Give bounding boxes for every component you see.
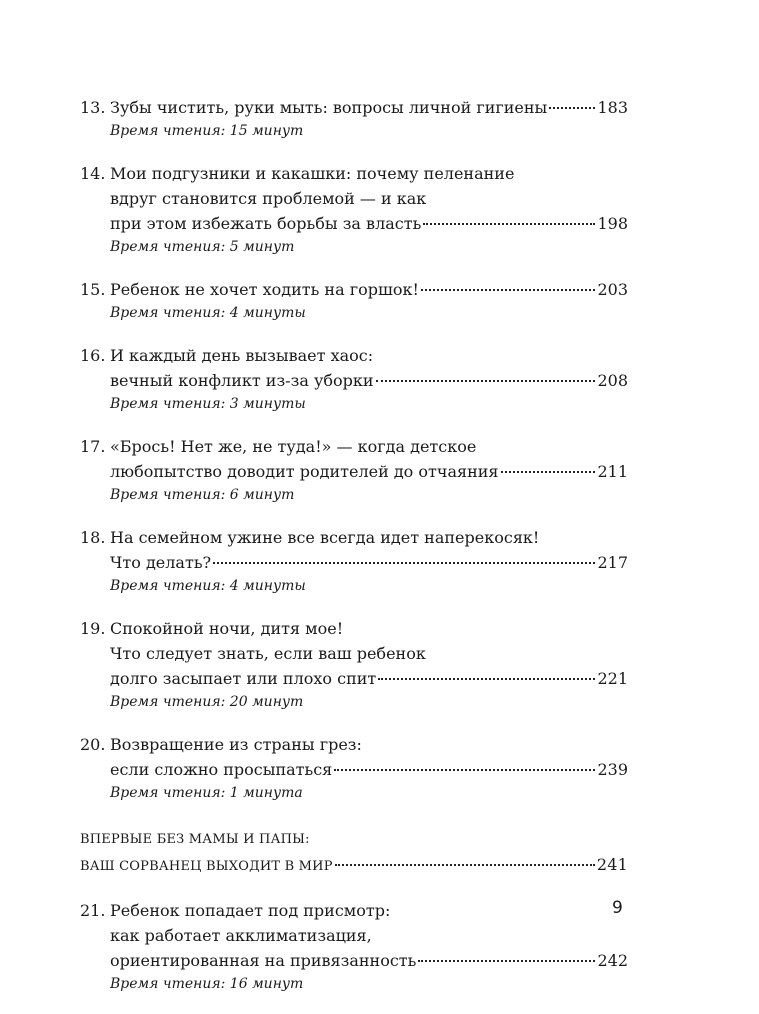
entry-page: 203 xyxy=(597,280,628,299)
toc-line xyxy=(80,923,628,948)
toc-entry-21 xyxy=(80,898,628,995)
entry-title-cont: вечный конфликт из-за уборки xyxy=(110,371,374,390)
entry-page: 211 xyxy=(597,462,628,481)
entry-title: «Брось! Нет же, не туда!» — когда детское xyxy=(110,437,477,456)
toc-line xyxy=(80,641,628,666)
entry-title: Ребенок не хочет ходить на горшок! xyxy=(110,280,419,299)
dot-leader xyxy=(418,960,595,962)
entry-number: 19. xyxy=(80,619,106,638)
reading-time: Время чтения: 15 минут xyxy=(110,123,304,139)
toc-line xyxy=(80,852,628,879)
dot-leader xyxy=(335,864,595,866)
toc-line xyxy=(80,732,628,757)
part-page: 241 xyxy=(596,855,628,874)
entry-number: 17. xyxy=(80,437,106,456)
toc-line xyxy=(80,550,628,575)
table-of-contents xyxy=(80,95,628,1014)
dot-leader xyxy=(501,471,596,473)
toc-entry-19 xyxy=(80,616,628,713)
entry-number: 14. xyxy=(80,164,106,183)
toc-line xyxy=(80,666,628,691)
dot-leader xyxy=(213,562,595,564)
entry-title: Возвращение из страны грез: xyxy=(110,735,362,754)
toc-line xyxy=(80,616,628,641)
entry-title-cont: ориентированная на привязанность xyxy=(110,951,417,970)
page-number: 9 xyxy=(612,898,623,918)
entry-number: 18. xyxy=(80,528,106,547)
entry-title-cont: любопытство доводит родителей до отчаяния xyxy=(110,462,499,481)
entry-number: 20. xyxy=(80,735,106,754)
entry-title: Спокойной ночи, дитя мое! xyxy=(110,619,344,638)
toc-line xyxy=(80,757,628,782)
reading-time: Время чтения: 20 минут xyxy=(110,694,304,710)
reading-time: Время чтения: 1 минута xyxy=(110,785,303,801)
entry-title: Зубы чистить, руки мыть: вопросы личной гигиены xyxy=(110,98,548,117)
reading-time: Время чтения: 3 минуты xyxy=(110,396,306,412)
reading-time: Время чтения: 4 минуты xyxy=(110,578,306,594)
entry-title-cont: как работает акклиматизация, xyxy=(110,926,372,945)
toc-line xyxy=(80,95,628,120)
toc-entry-14 xyxy=(80,161,628,258)
toc-line xyxy=(80,343,628,368)
toc-line xyxy=(80,186,628,211)
entry-page: 221 xyxy=(597,669,628,688)
entry-page: 183 xyxy=(597,98,628,117)
entry-title-cont: при этом избежать борьбы за власть xyxy=(110,214,422,233)
entry-title-cont: вдруг становится проблемой — и как xyxy=(110,189,427,208)
toc-line xyxy=(80,368,628,393)
entry-number: 13. xyxy=(80,98,106,117)
entry-page: 242 xyxy=(597,951,628,970)
reading-time: Время чтения: 5 минут xyxy=(110,239,295,255)
dot-leader xyxy=(334,769,595,771)
entry-number: 21. xyxy=(80,901,106,920)
toc-entry-20 xyxy=(80,732,628,804)
dot-leader xyxy=(423,223,595,225)
toc-line xyxy=(80,525,628,550)
entry-page: 198 xyxy=(597,214,628,233)
entry-title-cont: Что следует знать, если ваш ребенок xyxy=(110,644,426,663)
toc-line xyxy=(80,277,628,302)
dot-leader xyxy=(421,289,596,291)
entry-title-cont: Что делать? xyxy=(110,553,212,572)
dot-leader xyxy=(376,380,596,382)
toc-line xyxy=(80,161,628,186)
toc-line xyxy=(80,827,628,852)
entry-number: 16. xyxy=(80,346,106,365)
entry-page: 208 xyxy=(597,371,628,390)
reading-time: Время чтения: 4 минуты xyxy=(110,305,306,321)
reading-time: Время чтения: 6 минут xyxy=(110,487,295,503)
toc-entry-15 xyxy=(80,277,628,324)
reading-time: Время чтения: 16 минут xyxy=(110,976,304,992)
toc-entry-18 xyxy=(80,525,628,597)
toc-line xyxy=(80,211,628,236)
entry-page: 239 xyxy=(597,760,628,779)
toc-line xyxy=(80,434,628,459)
toc-entry-17 xyxy=(80,434,628,506)
toc-line xyxy=(80,948,628,973)
toc-entry-16 xyxy=(80,343,628,415)
part-title: ВПЕРВЫЕ БЕЗ МАМЫ И ПАПЫ: xyxy=(80,832,310,847)
entry-title: На семейном ужине все всегда идет наперекосяк! xyxy=(110,528,540,547)
entry-title: Ребенок попадает под присмотр: xyxy=(110,901,391,920)
entry-title-cont: долго засыпает или плохо спит xyxy=(110,669,377,688)
entry-title: Мои подгузники и какашки: почему пеленание xyxy=(110,164,515,183)
dot-leader xyxy=(549,107,595,109)
entry-title-cont: если сложно просыпаться xyxy=(110,760,333,779)
toc-line xyxy=(80,898,628,923)
toc-line xyxy=(80,459,628,484)
part-title-cont: ВАШ СОРВАНЕЦ ВЫХОДИТ В МИР xyxy=(80,859,333,874)
part-heading xyxy=(80,827,628,879)
entry-title: И каждый день вызывает хаос: xyxy=(110,346,374,365)
entry-page: 217 xyxy=(597,553,628,572)
entry-number: 15. xyxy=(80,280,106,299)
dot-leader xyxy=(378,678,595,680)
toc-entry-13 xyxy=(80,95,628,142)
